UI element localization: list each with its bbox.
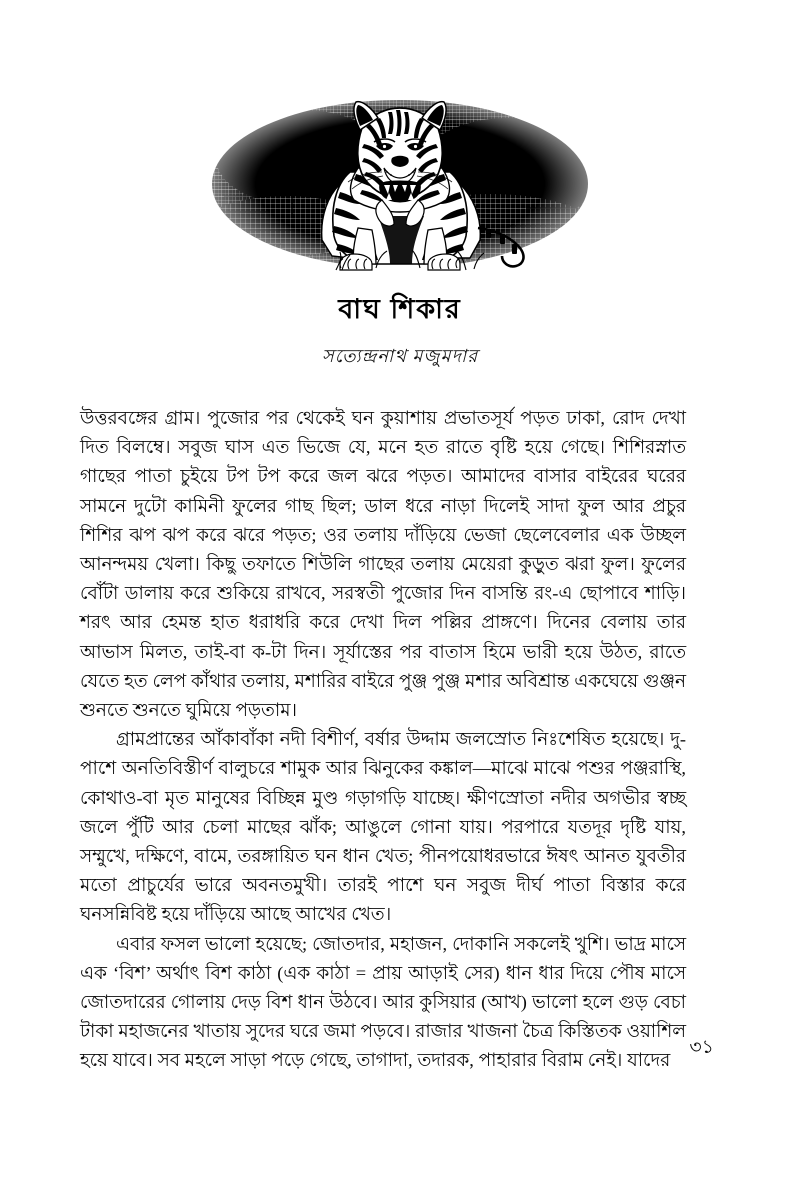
body-text xyxy=(80,404,686,1076)
page-title: বাঘ শিকার xyxy=(338,294,462,324)
page-number: ৩১ xyxy=(689,1037,714,1058)
tiger-illustration xyxy=(190,88,610,280)
paragraph-2: গ্রামপ্রান্তের আঁকাবাঁকা নদী বিশীর্ণ, বর্ষার উদ্দাম জলস্রোত নিঃশেষিত হয়েছে। দু-পাশে অনতিবিস্তীর্ণ বালুচরে শামুক আর ঝিনুকের কঙ্কাল—মাঝে মাঝে পশুর পঞ্জরাস্থি, কোথাও-বা মৃত মানুষের বিচ্ছিন্ন মুণ্ড গড়াগড়ি যাচ্ছে। ক্ষীণস্রোতা নদীর অগভীর স্বচ্ছ জলে পুঁটি আর চেলা মাছের ঝাঁক; আঙুলে গোনা যায়। পরপারে যতদূর দৃষ্টি যায়, সম্মুখে, দক্ষিণে, বামে, তরঙ্গায়িত ঘন ধান খেত; পীনপয়োধরভারে ঈষৎ আনত যুবতীর মতো প্রাচুর্যের ভারে অবনতমুখী। তারই পাশে ঘন সবুজ দীর্ঘ পাতা বিস্তার করে ঘনসন্নিবিষ্ট হয়ে দাঁড়িয়ে আছে আখের খেত। xyxy=(80,729,686,925)
author-byline: সত্যেন্দ্রনাথ মজুমদার xyxy=(321,346,479,366)
paragraph-1: উত্তরবঙ্গের গ্রাম। পুজোর পর থেকেই ঘন কুয়াশায় প্রভাতসূর্য পড়ত ঢাকা, রোদ দেখা দিত বিলম্বে। সবুজ ঘাস এত ভিজে যে, মনে হত রাতে বৃষ্টি হয়ে গেছে। শিশিরস্নাত গাছের পাতা চুইয়ে টপ টপ করে জল ঝরে পড়ত। আমাদের বাসার বাইরের ঘরের সামনে দুটো কামিনী ফুলের গাছ ছিল; ডাল ধরে নাড়া দিলেই সাদা ফুল আর প্রচুর শিশির ঝপ ঝপ করে ঝরে পড়ত; ওর তলায় দাঁড়িয়ে ভেজা ছেলেবেলার এক উচ্ছল আনন্দময় খেলা। কিছু তফাতে শিউলি গাছের তলায় মেয়েরা কুড়ুত ঝরা ফুল। ফুলের বোঁটা ডালায় করে শুকিয়ে রাখবে, সরস্বতী পুজোর দিন বাসন্তি রং-এ ছোপাবে শাড়ি। শরৎ আর হেমন্ত হাত ধরাধরি করে দেখা দিল পল্লির প্রাঙ্গণে। দিনের বেলায় তার আভাস মিলত, তাই-বা ক-টা দিন। সূর্যাস্তের পর বাতাস হিমে ভারী হয়ে উঠত, রাতে যেতে হত লেপ কাঁথার তলায়, মশারির বাইরে পুঞ্জ পুঞ্জ মশার অবিশ্রান্ত একঘেয়ে গুঞ্জন শুনতে শুনতে ঘুমিয়ে পড়তাম। xyxy=(80,408,686,721)
paragraph-3: এবার ফসল ভালো হয়েছে; জোতদার, মহাজন, দোকানি সকলেই খুশি। ভাদ্র মাসে এক ‘বিশ’ অর্থাৎ বিশ কাঠা (এক কাঠা = প্রায় আড়াই সের) ধান ধার দিয়ে পৌষ মাসে জোতদারের গোলায় দেড় বিশ ধান উঠবে। আর কুসিয়ার (আখ) ভালো হলে গুড় বেচা টাকা মহাজনের খাতায় সুদের ঘরে জমা পড়বে। রাজার খাজনা চৈত্র কিস্তিতক ওয়াশিল হয়ে যাবে। সব মহলে সাড়া পড়ে গেছে, তাগাদা, তদারক, পাহারার বিরাম নেই। যাদের xyxy=(80,933,686,1071)
illustration-container xyxy=(0,88,800,280)
title-block xyxy=(0,292,800,368)
